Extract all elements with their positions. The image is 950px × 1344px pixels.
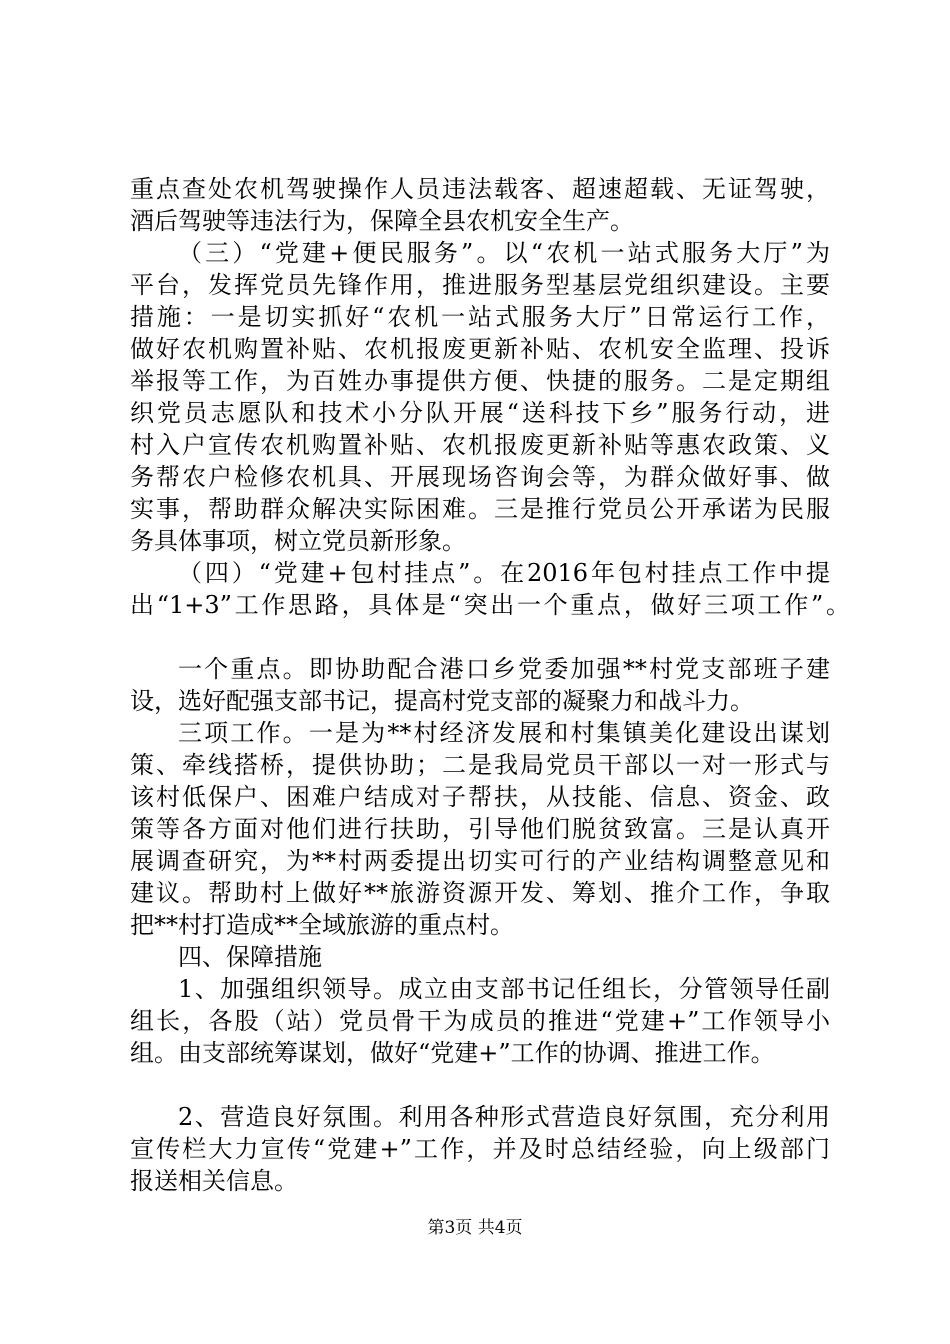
text-line: 该村低保户、困难户结成对子帮扶，从技能、信息、资金、政 [130,783,830,811]
text-line: 组长，各股（站）党员骨干为成员的推进“党建+”工作领导小 [130,1007,830,1035]
text-line: 实事，帮助群众解决实际困难。三是推行党员公开承诺为民服 [130,495,830,523]
text-line: 报送相关信息。 [130,1167,298,1195]
section-heading-3: （三）“党建+便民服务”。以“农机一站式服务大厅”为 [178,239,830,267]
text-line: 村入户宣传农机购置补贴、农机报废更新补贴等惠农政策、义 [130,431,830,459]
text-line: 2、营造良好氛围。利用各种形式营造良好氛围，充分利用 [178,1103,830,1131]
text-line: 平台，发挥党员先锋作用，推进服务型基层党组织建设。主要 [130,271,830,299]
text-line: 展调查研究，为**村两委提出切实可行的产业结构调整意见和 [130,847,830,875]
section-heading-measures: 四、保障措施 [178,943,322,971]
text-line: 措施：一是切实抓好“农机一站式服务大厅”日常运行工作， [130,303,830,331]
page-number-footer: 第3页 共4页 [427,1218,523,1238]
text-line: 务帮农户检修农机具、开展现场咨询会等，为群众做好事、做 [130,463,830,491]
text-line: 重点查处农机驾驶操作人员违法载客、超速超载、无证驾驶， [130,175,830,203]
text-line: 1、加强组织领导。成立由支部书记任组长，分管领导任副 [178,975,830,1003]
text-line: 宣传栏大力宣传“党建+”工作，并及时总结经验，向上级部门 [130,1135,830,1163]
text-line: 设，选好配强支部书记，提高村党支部的凝聚力和战斗力。 [130,687,754,715]
text-line: 出“1+3”工作思路，具体是“突出一个重点，做好三项工作”。 [130,591,850,619]
section-heading-4: （四）“党建+包村挂点”。在2016年包村挂点工作中提 [178,559,830,587]
text-line: 把**村打造成**全域旅游的重点村。 [130,911,514,939]
text-line: 酒后驾驶等违法行为，保障全县农机安全生产。 [130,207,634,235]
text-line: 三项工作。一是为**村经济发展和村集镇美化建设出谋划 [178,719,830,747]
text-line: 做好农机购置补贴、农机报废更新补贴、农机安全监理、投诉 [130,335,830,363]
text-line: 策、牵线搭桥，提供协助；二是我局党员干部以一对一形式与 [130,751,830,779]
text-line: 举报等工作，为百姓办事提供方便、快捷的服务。二是定期组 [130,367,830,395]
text-line: 务具体事项，树立党员新形象。 [130,527,466,555]
text-line: 一个重点。即协助配合港口乡党委加强**村党支部班子建 [178,655,830,683]
text-line: 组。由支部统筹谋划，做好“党建+”工作的协调、推进工作。 [130,1039,775,1067]
text-line: 建议。帮助村上做好**旅游资源开发、筹划、推介工作，争取 [130,879,830,907]
text-line: 织党员志愿队和技术小分队开展“送科技下乡”服务行动，进 [130,399,830,427]
text-line: 策等各方面对他们进行扶助，引导他们脱贫致富。三是认真开 [130,815,830,843]
